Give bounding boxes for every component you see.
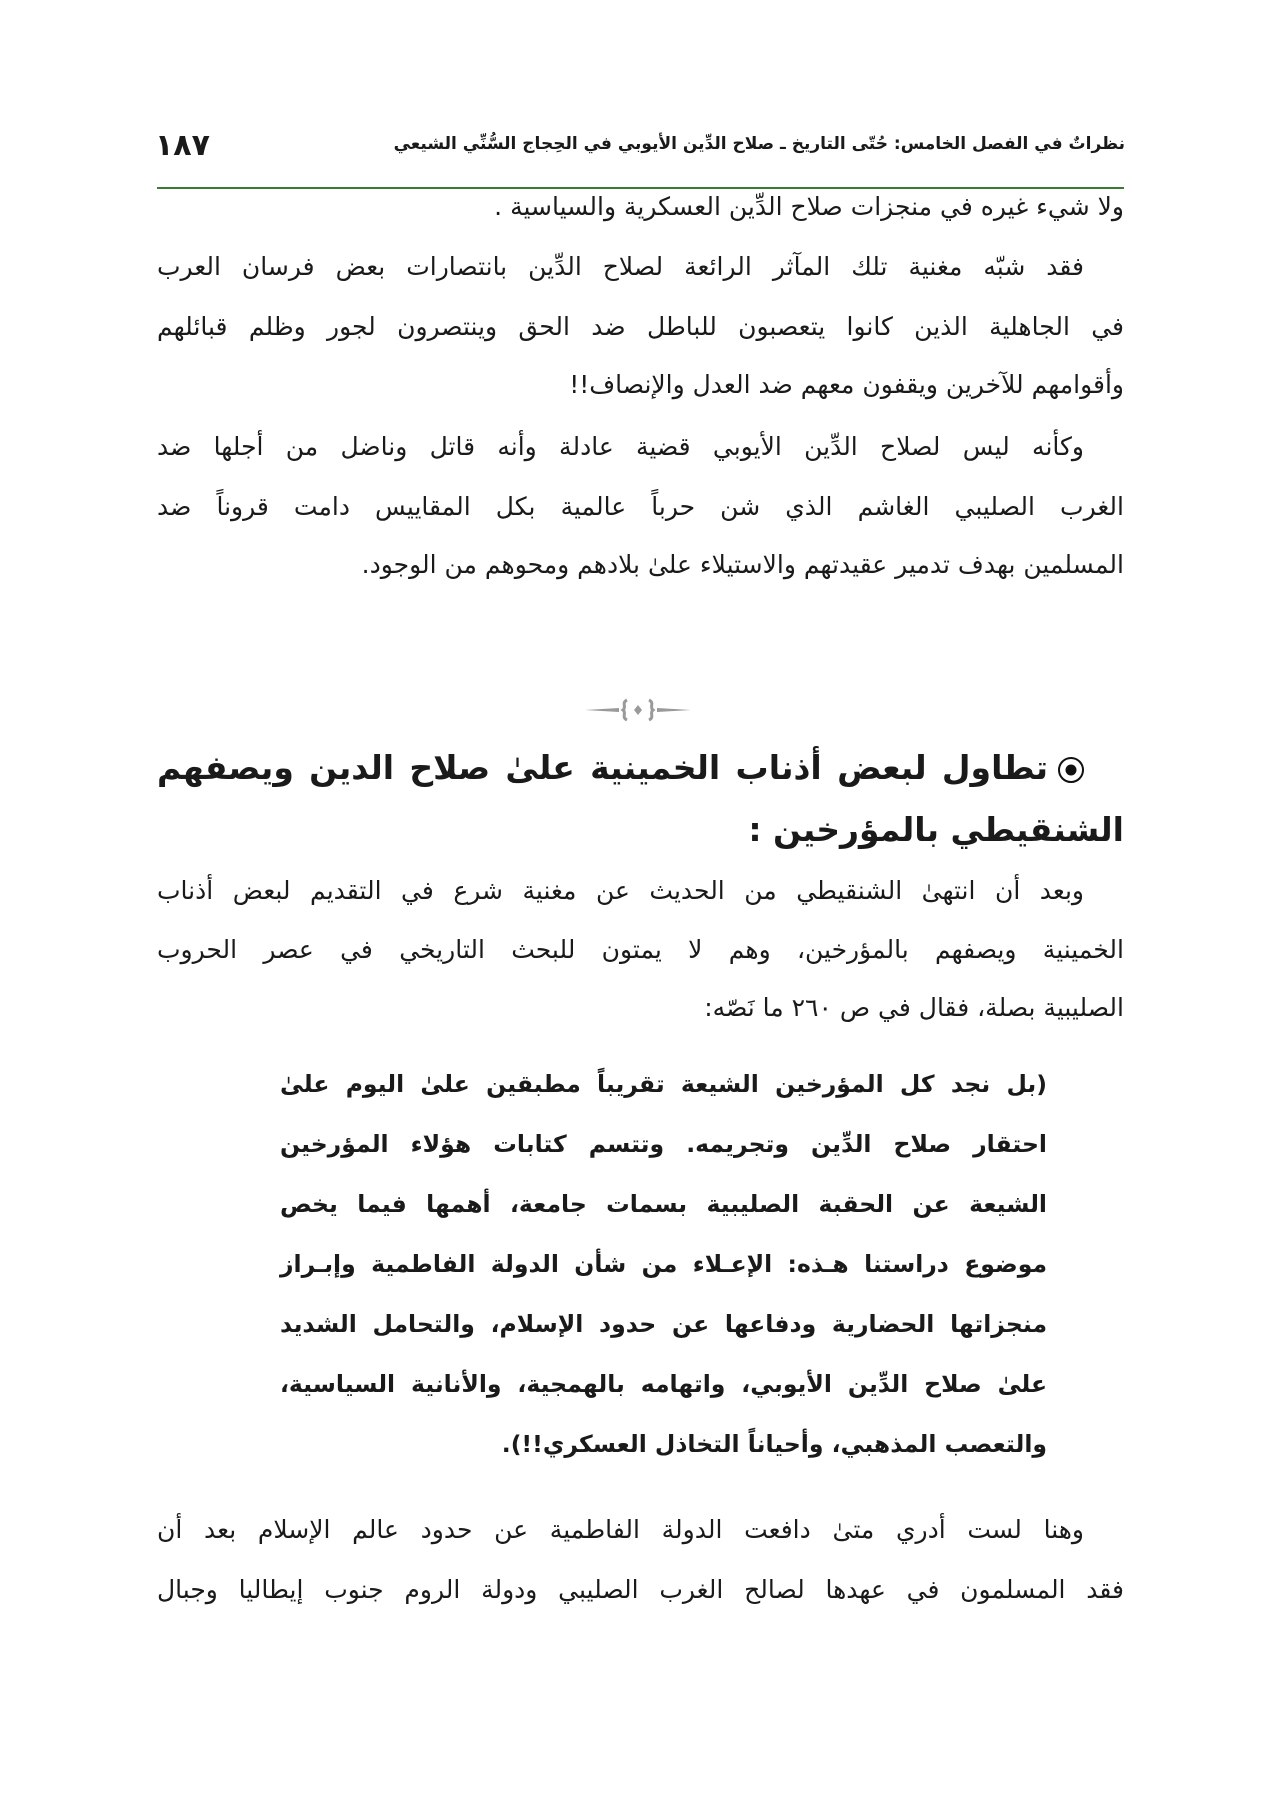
paragraph-line: وهنا لست أدري متىٰ دافعت الدولة الفاطمية عن حدود عالم الإسلام بعد أن: [157, 1515, 1084, 1544]
quote-line: منجزاتها الحضارية ودفاعها عن حدود الإسلام، والتحامل الشديد: [280, 1310, 1047, 1338]
circled-dot-icon: [1058, 757, 1084, 783]
paragraph-line: الغرب الصليبي الغاشم الذي شن حرباً عالمية بكل المقاييس دامت قروناً ضد: [157, 492, 1124, 521]
paragraph-line: ولا شيء غيره في منجزات صلاح الدِّين العسكرية والسياسية .: [494, 192, 1124, 221]
paragraph-line: وأقوامهم للآخرين ويقفون معهم ضد العدل والإنصاف!!: [569, 370, 1124, 399]
quote-line: موضوع دراستنا هـذه: الإعـلاء من شأن الدولة الفاطمية وإبـراز: [280, 1250, 1047, 1278]
fleuron-divider-icon: [583, 697, 693, 723]
paragraph-line: فقد شبّه مغنية تلك المآثر الرائعة لصلاح الدِّين بانتصارات بعض فرسان العرب: [157, 252, 1084, 281]
section-heading-line: الشنقيطي بالمؤرخين :: [748, 810, 1124, 849]
header-rule: [157, 187, 1124, 189]
paragraph-line: الخمينية ويصفهم بالمؤرخين، وهم لا يمتون للبحث التاريخي في عصر الحروب: [157, 935, 1124, 964]
paragraph-line: المسلمين بهدف تدمير عقيدتهم والاستيلاء علىٰ بلادهم ومحوهم من الوجود.: [361, 550, 1124, 579]
quote-line: والتعصب المذهبي، وأحياناً التخاذل العسكري!!).: [501, 1430, 1047, 1458]
section-heading-line: [157, 748, 1124, 787]
running-head: نظراتٌ في الفصل الخامس: حُتّى التاريخ ـ صلاح الدِّين الأيوبي في الحِجاج السُّنِّي الشيعي: [393, 134, 1125, 154]
quote-line: علىٰ صلاح الدِّين الأيوبي، واتهامه بالهمجية، والأنانية السياسية،: [280, 1370, 1047, 1398]
paragraph-line: وكأنه ليس لصلاح الدِّين الأيوبي قضية عادلة وأنه قاتل وناضل من أجلها ضد: [157, 432, 1084, 461]
quote-line: (بل نجد كل المؤرخين الشيعة تقريباً مطبقين علىٰ اليوم علىٰ: [280, 1070, 1047, 1098]
page-header: [155, 128, 1125, 172]
page-number: ١٨٧: [155, 128, 210, 163]
paragraph-line: فقد المسلمون في عهدها لصالح الغرب الصليبي ودولة الروم جنوب إيطاليا وجبال: [157, 1575, 1124, 1604]
quote-line: الشيعة عن الحقبة الصليبية بسمات جامعة، أهمها فيما يخص: [280, 1190, 1047, 1218]
paragraph-line: وبعد أن انتهىٰ الشنقيطي من الحديث عن مغنية شرع في التقديم لبعض أذناب: [157, 876, 1084, 905]
paragraph-line: في الجاهلية الذين كانوا يتعصبون للباطل ضد الحق وينتصرون لجور وظلم قبائلهم: [157, 312, 1124, 341]
quote-line: احتقار صلاح الدِّين وتجريمه. وتتسم كتابات هؤلاء المؤرخين: [280, 1130, 1047, 1158]
section-heading-text: تطاول لبعض أذناب الخمينية علىٰ صلاح الدين ويصفهم: [157, 748, 1048, 787]
paragraph-line: الصليبية بصلة، فقال في ص ٢٦٠ ما نَصّه:: [704, 993, 1124, 1022]
